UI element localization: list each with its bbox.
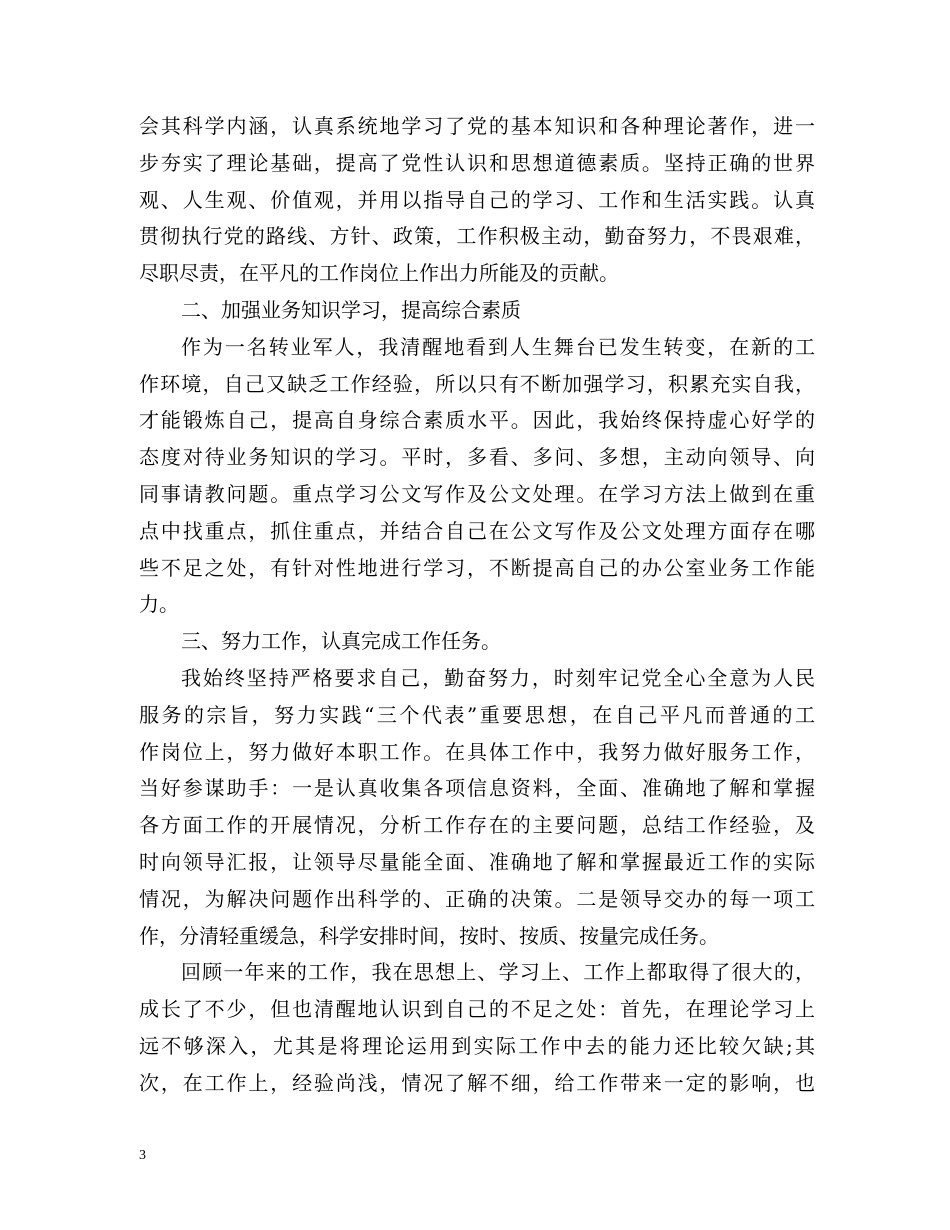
text-line: 力。 xyxy=(139,592,179,617)
text-line: 态度对待业务知识的学习。平时，多看、多问、多想，主动向领导、向 xyxy=(139,445,815,470)
text-line: 尽职尽责，在平凡的工作岗位上作出力所能及的贡献。 xyxy=(139,261,619,286)
text-line: 会其科学内涵，认真系统地学习了党的基本知识和各种理论著作，进一 xyxy=(139,114,815,138)
text-line: 回顾一年来的工作，我在思想上、学习上、工作上都取得了很大的， xyxy=(181,960,815,985)
text-line: 作为一名转业军人，我清醒地看到人生舞台已发生转变，在新的工 xyxy=(181,334,815,359)
section-heading-3: 三、努力工作，认真完成工作任务。 xyxy=(181,629,501,654)
text-line: 些不足之处，有针对性地进行学习，不断提高自己的办公室业务工作能 xyxy=(139,555,815,580)
text-line: 次，在工作上，经验尚浅，情况了解不细，给工作带来一定的影响，也 xyxy=(139,1070,815,1095)
section-heading-2: 二、加强业务知识学习，提高综合素质 xyxy=(181,297,521,322)
text-line: 作岗位上，努力做好本职工作。在具体工作中，我努力做好服务工作， xyxy=(139,739,815,764)
text-line: 点中找重点，抓住重点，并结合自己在公文写作及公文处理方面存在哪 xyxy=(139,518,815,543)
text-line: 成长了不少，但也清醒地认识到自己的不足之处：首先，在理论学习上 xyxy=(139,997,815,1022)
text-line: 服务的宗旨，努力实践“三个代表”重要思想，在自己平凡而普通的工 xyxy=(139,702,815,727)
text-line: 作环境，自己又缺乏工作经验，所以只有不断加强学习，积累充实自我， xyxy=(139,371,815,396)
text-line: 当好参谋助手：一是认真收集各项信息资料，全面、准确地了解和掌握 xyxy=(139,776,815,801)
text-line: 远不够深入，尤其是将理论运用到实际工作中去的能力还比较欠缺;其 xyxy=(139,1033,815,1058)
text-line: 时向领导汇报，让领导尽量能全面、准确地了解和掌握最近工作的实际 xyxy=(139,849,815,874)
text-line: 各方面工作的开展情况，分析工作存在的主要问题，总结工作经验，及 xyxy=(139,813,815,838)
text-line: 观、人生观、价值观，并用以指导自己的学习、工作和生活实践。认真 xyxy=(139,187,815,212)
text-line: 情况，为解决问题作出科学的、正确的决策。二是领导交办的每一项工 xyxy=(139,886,815,911)
text-line: 步夯实了理论基础，提高了党性认识和思想道德素质。坚持正确的世界 xyxy=(139,150,815,175)
text-line: 贯彻执行党的路线、方针、政策，工作积极主动，勤奋努力，不畏艰难， xyxy=(139,224,815,249)
body-text xyxy=(139,108,815,1102)
page-number: 3 xyxy=(139,1148,146,1163)
text-line: 我始终坚持严格要求自己，勤奋努力，时刻牢记党全心全意为人民 xyxy=(181,665,815,690)
text-line: 作，分清轻重缓急，科学安排时间，按时、按质、按量完成任务。 xyxy=(139,923,719,948)
text-line: 才能锻炼自己，提高自身综合素质水平。因此，我始终保持虚心好学的 xyxy=(139,408,815,433)
text-line: 同事请教问题。重点学习公文写作及公文处理。在学习方法上做到在重 xyxy=(139,481,815,506)
